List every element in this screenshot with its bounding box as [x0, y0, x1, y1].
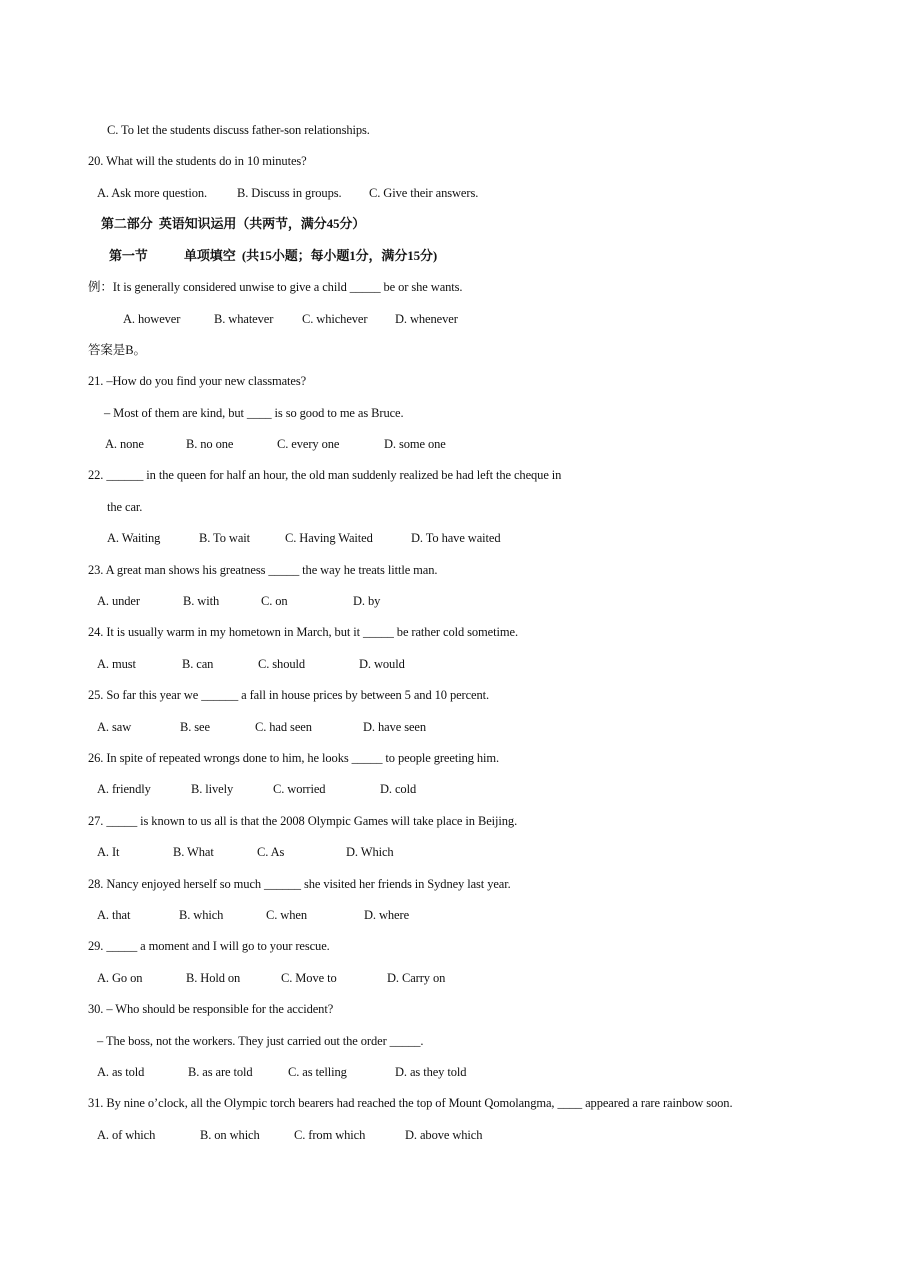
- option-d: D. where: [364, 908, 410, 922]
- option-b: B. with: [183, 594, 220, 608]
- part2-heading: 第二部分 英语知识运用（共两节，满分45分）: [101, 216, 366, 231]
- q27-stem: 27. _____ is known to us all is that the 2008 Olympic Games will take place in Beijing.: [88, 814, 518, 828]
- option-b: B. What: [173, 845, 214, 859]
- q24-stem: 24. It is usually warm in my hometown in March, but it _____ be rather cold sometime.: [88, 625, 518, 639]
- option-c: C. had seen: [255, 720, 312, 734]
- option-c: C. worried: [273, 782, 326, 796]
- option-d: D. Carry on: [387, 971, 446, 985]
- option-c: C. Give their answers.: [369, 186, 479, 200]
- q23-stem: 23. A great man shows his greatness _____ the way he treats little man.: [88, 563, 438, 577]
- option-b: B. Discuss in groups.: [237, 186, 342, 200]
- option-a: A. as told: [97, 1065, 145, 1079]
- q30-line2: – The boss, not the workers. They just carried out the order _____.: [97, 1034, 424, 1048]
- option-b: B. which: [179, 908, 224, 922]
- option-b: B. To wait: [199, 531, 251, 545]
- option-b: B. no one: [186, 437, 234, 451]
- q22-line2: the car.: [107, 500, 143, 514]
- q22-stem: 22. ______ in the queen for half an hour, the old man suddenly realized be had left the cheque in: [88, 468, 562, 482]
- q25-stem: 25. So far this year we ______ a fall in house prices by between 5 and 10 percent.: [88, 688, 490, 702]
- option-c: C. from which: [294, 1128, 366, 1142]
- option-a: A. none: [105, 437, 144, 451]
- section1-label: 第一节: [109, 248, 148, 263]
- option-c: C. should: [258, 657, 306, 671]
- q28-stem: 28. Nancy enjoyed herself so much ______ she visited her friends in Sydney last year.: [88, 877, 511, 891]
- option-d: D. as they told: [395, 1065, 467, 1079]
- option-c: C. as telling: [288, 1065, 347, 1079]
- example-stem: 例：It is generally considered unwise to give a child _____ be or she wants.: [88, 280, 463, 294]
- option-a: A. saw: [97, 720, 132, 734]
- q19-option-c: C. To let the students discuss father-son relationships.: [107, 123, 370, 137]
- option-a: A. It: [97, 845, 120, 859]
- q26-stem: 26. In spite of repeated wrongs done to him, he looks _____ to people greeting him.: [88, 751, 500, 765]
- option-d: D. by: [353, 594, 381, 608]
- q31-stem: 31. By nine o’clock, all the Olympic torch bearers had reached the top of Mount Qomolangma, ____ appeared a rare rainbow soon.: [88, 1096, 733, 1110]
- option-a: A. Go on: [97, 971, 143, 985]
- option-c: C. Having Waited: [285, 531, 373, 545]
- option-d: D. have seen: [363, 720, 427, 734]
- option-d: D. Which: [346, 845, 394, 859]
- option-a: A. of which: [97, 1128, 156, 1142]
- option-c: C. every one: [277, 437, 340, 451]
- option-a: A. however: [123, 312, 181, 326]
- option-c: C. As: [257, 845, 285, 859]
- option-a: A. that: [97, 908, 131, 922]
- option-d: D. some one: [384, 437, 446, 451]
- q29-stem: 29. _____ a moment and I will go to your rescue.: [88, 939, 330, 953]
- option-d: D. whenever: [395, 312, 458, 326]
- option-b: B. as are told: [188, 1065, 253, 1079]
- option-d: D. would: [359, 657, 405, 671]
- option-c: C. whichever: [302, 312, 368, 326]
- section1-title: 单项填空 (共15小题；每小题1分，满分15分): [184, 248, 438, 263]
- q31-options: [0, 1127, 483, 1207]
- option-d: D. above which: [405, 1128, 483, 1142]
- option-a: A. must: [97, 657, 136, 671]
- option-c: C. Move to: [281, 971, 337, 985]
- option-b: B. on which: [200, 1128, 260, 1142]
- option-a: A. Waiting: [107, 531, 161, 545]
- option-b: B. lively: [191, 782, 234, 796]
- option-d: D. To have waited: [411, 531, 501, 545]
- option-b: B. see: [180, 720, 210, 734]
- option-c: C. on: [261, 594, 288, 608]
- q30-stem: 30. – Who should be responsible for the accident?: [88, 1002, 334, 1016]
- q20-stem: 20. What will the students do in 10 minutes?: [88, 154, 307, 168]
- option-a: A. under: [97, 594, 140, 608]
- q21-stem: 21. –How do you find your new classmates?: [88, 374, 307, 388]
- option-b: B. can: [182, 657, 214, 671]
- option-c: C. when: [266, 908, 307, 922]
- option-a: A. friendly: [97, 782, 151, 796]
- q21-line2: – Most of them are kind, but ____ is so good to me as Bruce.: [104, 406, 404, 420]
- option-a: A. Ask more question.: [97, 186, 208, 200]
- option-b: B. whatever: [214, 312, 274, 326]
- option-b: B. Hold on: [186, 971, 241, 985]
- option-d: D. cold: [380, 782, 417, 796]
- example-answer: 答案是B。: [88, 343, 146, 357]
